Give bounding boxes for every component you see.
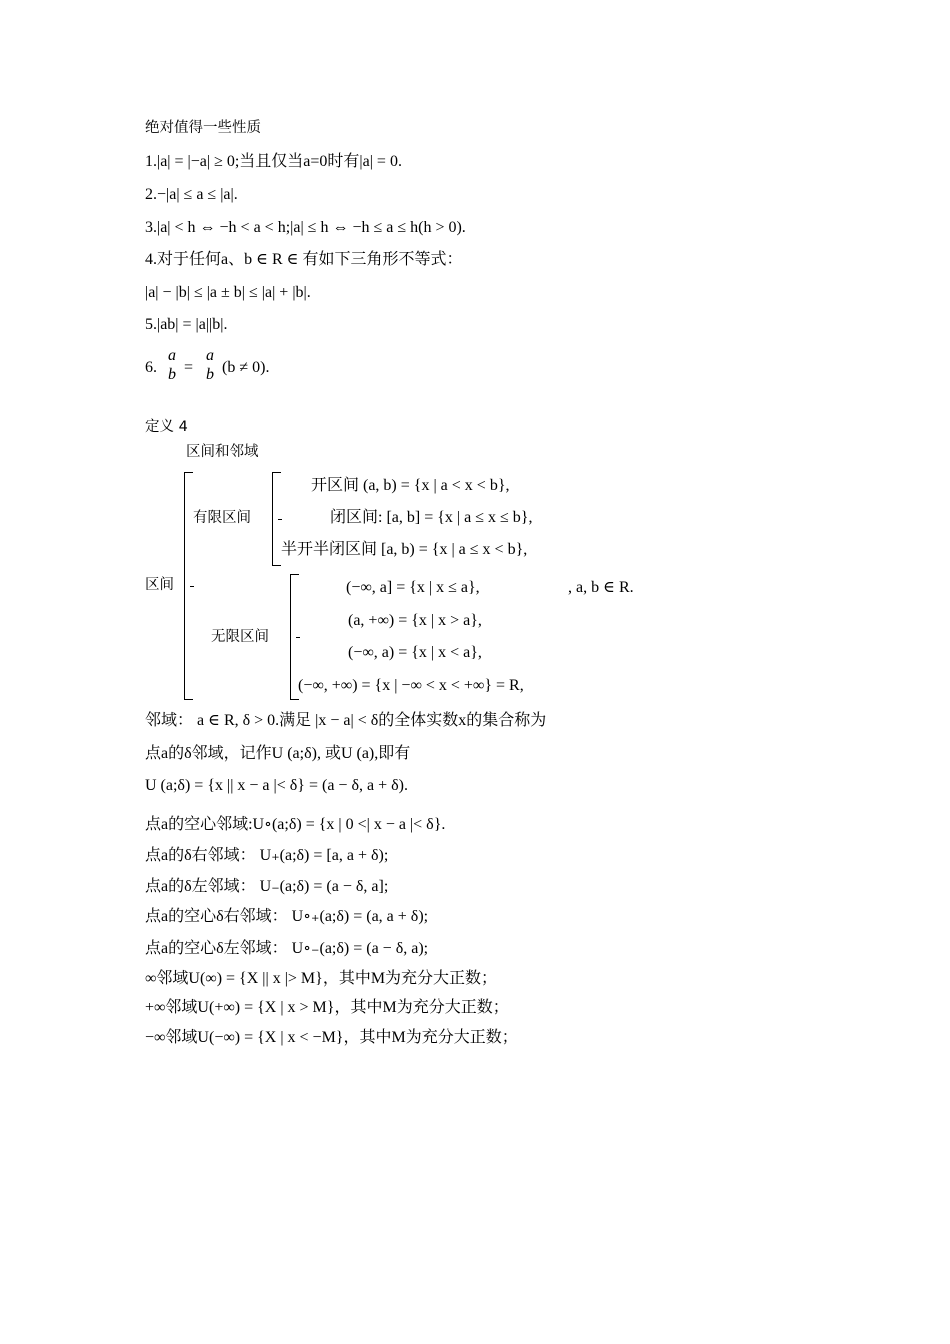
property-1: 1.|a| = |−a| ≥ 0;当且仅当a=0时有|a| = 0. xyxy=(145,153,402,170)
finite-interval-label: 有限区间 xyxy=(193,510,251,526)
half-open-interval: 半开半闭区间 [a, b) = {x | a ≤ x < b}, xyxy=(281,541,528,558)
deleted-left-neighborhood: 点a的空心δ左邻域： U∘₋(a;δ) = (a − δ, a); xyxy=(145,940,429,957)
property-6-condition: (b ≠ 0). xyxy=(222,359,270,376)
properties-heading: 绝对值得一些性质 xyxy=(145,120,261,136)
property-5: 5.|ab| = |a||b|. xyxy=(145,316,228,333)
section-title: 区间和邻域 xyxy=(186,444,259,460)
fraction-left-numerator: a xyxy=(168,347,176,364)
infinity-neighborhood: ∞邻域U(∞) = {X || x |> M}，其中M为充分大正数； xyxy=(145,970,498,987)
fraction-right-numerator: a xyxy=(206,347,214,364)
infinite-interval-4: (−∞, +∞) = {x | −∞ < x < +∞} = R, xyxy=(298,677,524,694)
infinite-interval-1: (−∞, a] = {x | x ≤ a}, xyxy=(346,579,480,596)
neighborhood-notation: 点a的δ邻域，记作U (a;δ), 或U (a),即有 xyxy=(145,745,411,762)
definition-title: 定义 4 xyxy=(145,419,188,435)
infinite-interval-3: (−∞, a) = {x | x < a}, xyxy=(348,644,482,661)
interval-root-brace xyxy=(184,472,193,700)
interval-parameter-condition: , a, b ∈ R. xyxy=(568,579,634,596)
property-2: 2.−|a| ≤ a ≤ |a|. xyxy=(145,186,238,203)
right-neighborhood: 点a的δ右邻域： U₊(a;δ) = [a, a + δ); xyxy=(145,847,389,864)
infinite-interval-label: 无限区间 xyxy=(211,629,269,645)
fraction-right xyxy=(198,347,222,384)
property-3: 3.|a| < h ⇔ −h < a < h;|a| ≤ h ⇔ −h ≤ a ≤ h(h > 0). xyxy=(145,219,466,236)
property-6-prefix: 6. xyxy=(145,359,157,376)
property-4: 4.对于任何a、b ∈ R ∈ 有如下三角形不等式： xyxy=(145,251,463,268)
left-neighborhood: 点a的δ左邻域： U₋(a;δ) = (a − δ, a]; xyxy=(145,878,389,895)
neighborhood-formula: U (a;δ) = {x || x − a |< δ} = (a − δ, a + δ). xyxy=(145,777,408,794)
closed-interval: 闭区间: [a, b] = {x | a ≤ x ≤ b}, xyxy=(330,509,533,526)
deleted-right-neighborhood: 点a的空心δ右邻域： U∘₊(a;δ) = (a, a + δ); xyxy=(145,908,429,925)
deleted-neighborhood: 点a的空心邻域:U∘(a;δ) = {x | 0 <| x − a |< δ}. xyxy=(145,816,446,833)
infinite-interval-2: (a, +∞) = {x | x > a}, xyxy=(348,612,482,629)
plus-infinity-neighborhood: +∞邻域U(+∞) = {X | x > M}，其中M为充分大正数； xyxy=(145,999,509,1016)
triangle-inequality: |a| − |b| ≤ |a ± b| ≤ |a| + |b|. xyxy=(145,284,311,301)
fraction-left-denominator: b xyxy=(168,366,176,383)
property-6-equals: = xyxy=(184,359,194,376)
finite-interval-brace xyxy=(272,472,281,566)
minus-infinity-neighborhood: −∞邻域U(−∞) = {X | x < −M}，其中M为充分大正数； xyxy=(145,1029,518,1046)
open-interval: 开区间 (a, b) = {x | a < x < b}, xyxy=(311,477,510,494)
neighborhood-definition: 邻域： a ∈ R, δ > 0.满足 |x − a| < δ的全体实数x的集合称为 xyxy=(145,712,547,729)
fraction-right-denominator: b xyxy=(206,366,214,383)
fraction-left xyxy=(160,347,184,384)
interval-root-label: 区间 xyxy=(145,577,174,593)
